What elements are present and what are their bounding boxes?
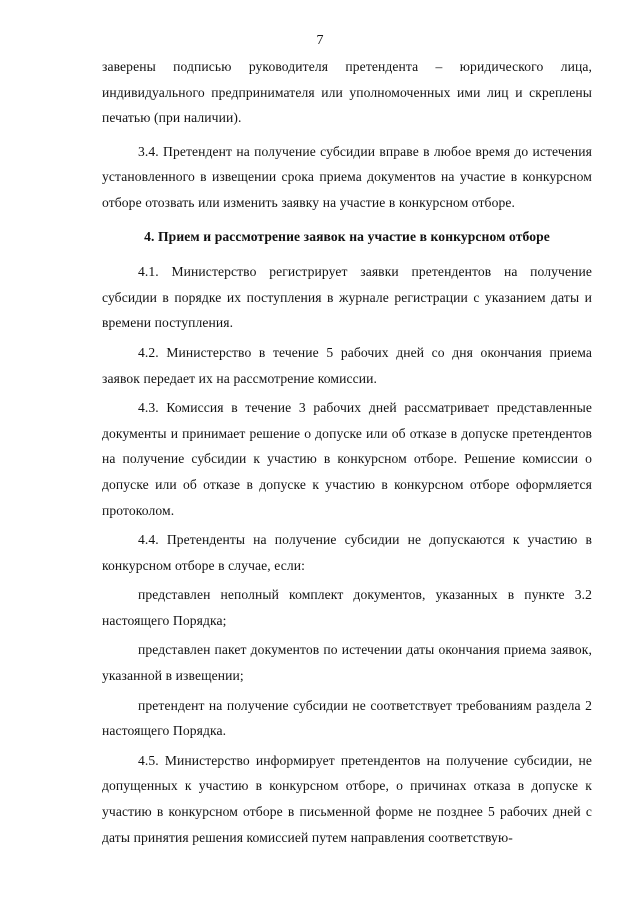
list-item-requirements-mismatch: претендент на получение субсидии не соответствует требованиям раздела 2 настоящего Порядка.	[102, 697, 592, 739]
paragraph-continuation: заверены подписью руководителя претендента – юридического лица, индивидуального предпринимателя или уполномоченных ими лиц и скреплены печатью (при наличии).	[102, 59, 592, 126]
paragraph-4-2: 4.2. Министерство в течение 5 рабочих дней со дня окончания приема заявок передает их на рассмотрение комиссии.	[102, 344, 592, 386]
paragraph-4-1: 4.1. Министерство регистрирует заявки претендентов на получение субсидии в порядке их поступления в журнале регистрации с указанием даты и времени поступления.	[102, 264, 592, 331]
list-item-late-submission: представлен пакет документов по истечении даты окончания приема заявок, указанной в извещении;	[102, 642, 592, 684]
paragraph-4-4: 4.4. Претенденты на получение субсидии не допускаются к участию в конкурсном отборе в случае, если:	[102, 532, 592, 573]
paragraph-4-5: 4.5. Министерство информирует претендентов на получение субсидии, не допущенных к участию в конкурсном отборе, о причинах отказа в допуске к участию в конкурсном отборе в письменной форме не позднее 5 рабочих дней с даты принятия решения комиссией путем направления соответствую-	[102, 752, 592, 845]
section-heading-4: 4. Прием и рассмотрение заявок на участие в конкурсном отборе	[144, 228, 550, 244]
page-number: 7	[316, 33, 324, 48]
list-item-incomplete-documents: представлен неполный комплект документов, указанных в пункте 3.2 настоящего Порядка;	[102, 587, 592, 628]
paragraph-3-4: 3.4. Претендент на получение субсидии вправе в любое время до истечения установленного в извещении срока приема документов на участие в конкурсном отборе отозвать или изменить заявку на участие в конкурсном отборе.	[102, 143, 592, 210]
document-body	[102, 54, 592, 854]
paragraph-4-3: 4.3. Комиссия в течение 3 рабочих дней рассматривает представленные документы и принимает решение о допуске или об отказе в допуске претендентов на получение субсидии к участию в конкурсном отборе. Решение комиссии о допуске или об отказе в допуске к участию в конкурсном отборе оформляется протоколом.	[102, 400, 592, 518]
